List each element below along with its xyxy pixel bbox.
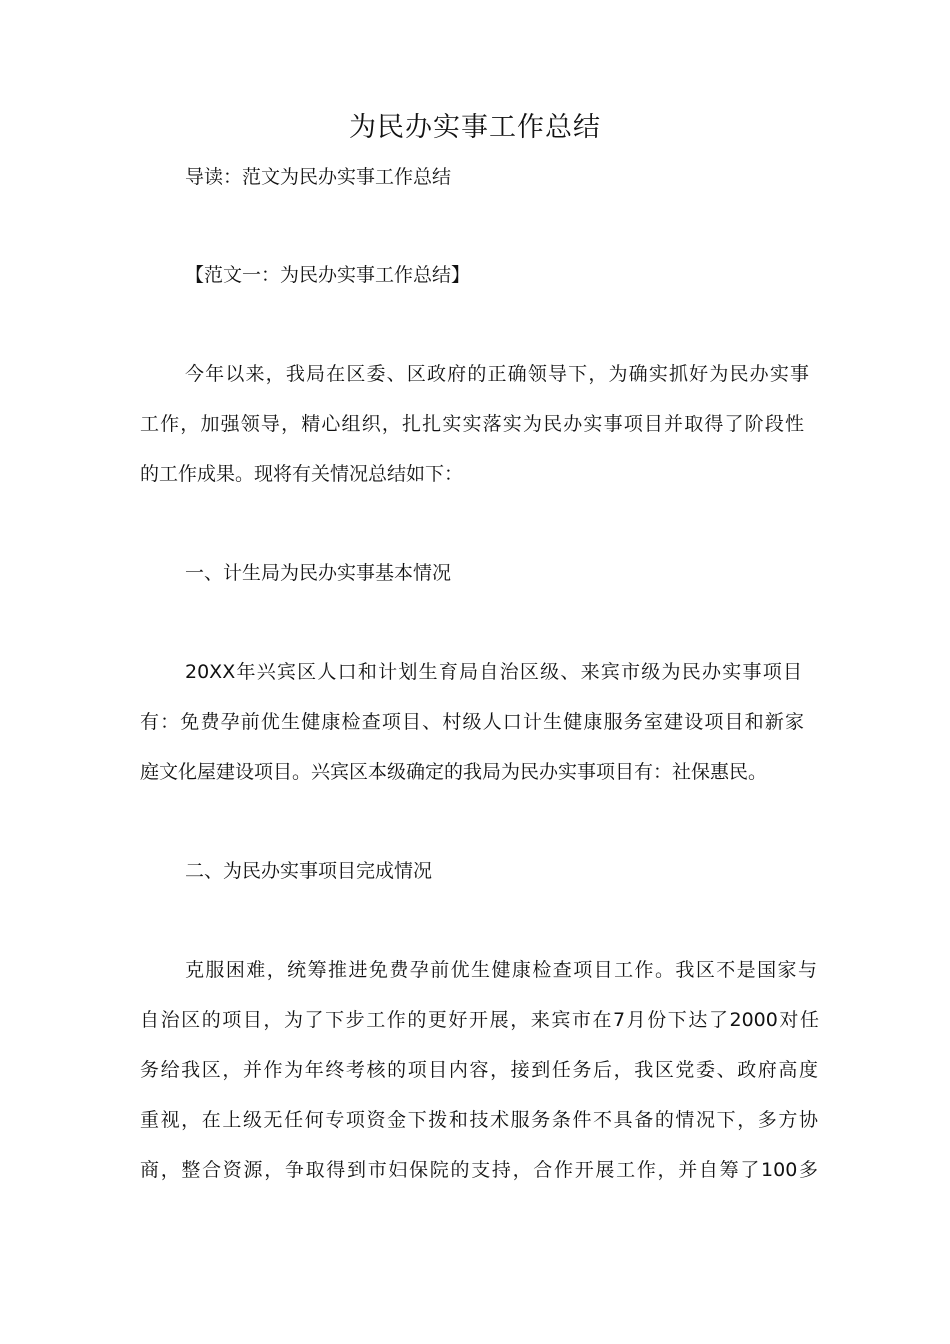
intro-line-3: 的工作成果。现将有关情况总结如下： [140,463,464,485]
section-2-line-2: 自治区的项目，为了下步工作的更好开展，来宾市在7月份下达了2000对任 [140,1009,819,1031]
lead-line: 导读：范文为民办实事工作总结 [185,166,452,188]
intro-line-2: 工作，加强领导，精心组织，扎扎实实落实为民办实事项目并取得了阶段性 [140,413,804,435]
section-2-line-4: 重视，在上级无任何专项资金下拨和技术服务条件不具备的情况下，多方协 [140,1109,818,1131]
section-2-heading: 二、为民办实事项目完成情况 [185,860,433,882]
section-1-line-1: 20XX年兴宾区人口和计划生育局自治区级、来宾市级为民办实事项目 [185,661,802,683]
section-2-line-5: 商，整合资源，争取得到市妇保院的支持，合作开展工作，并自筹了100多 [140,1159,818,1181]
document-title: 为民办实事工作总结 [349,112,601,143]
section-1-line-3: 庭文化屋建设项目。兴宾区本级确定的我局为民办实事项目有：社保惠民。 [140,761,768,783]
section-1-line-2: 有：免费孕前优生健康检查项目、村级人口计生健康服务室建设项目和新家 [140,711,804,733]
sample-heading: 【范文一：为民办实事工作总结】 [185,264,471,286]
intro-line-1: 今年以来，我局在区委、区政府的正确领导下，为确实抓好为民办实事 [185,363,809,385]
section-1-heading: 一、计生局为民办实事基本情况 [185,562,452,584]
section-2-line-3: 务给我区，并作为年终考核的项目内容，接到任务后，我区党委、政府高度 [140,1059,818,1081]
section-2-line-1: 克服困难，统筹推进免费孕前优生健康检查项目工作。我区不是国家与 [185,959,817,981]
